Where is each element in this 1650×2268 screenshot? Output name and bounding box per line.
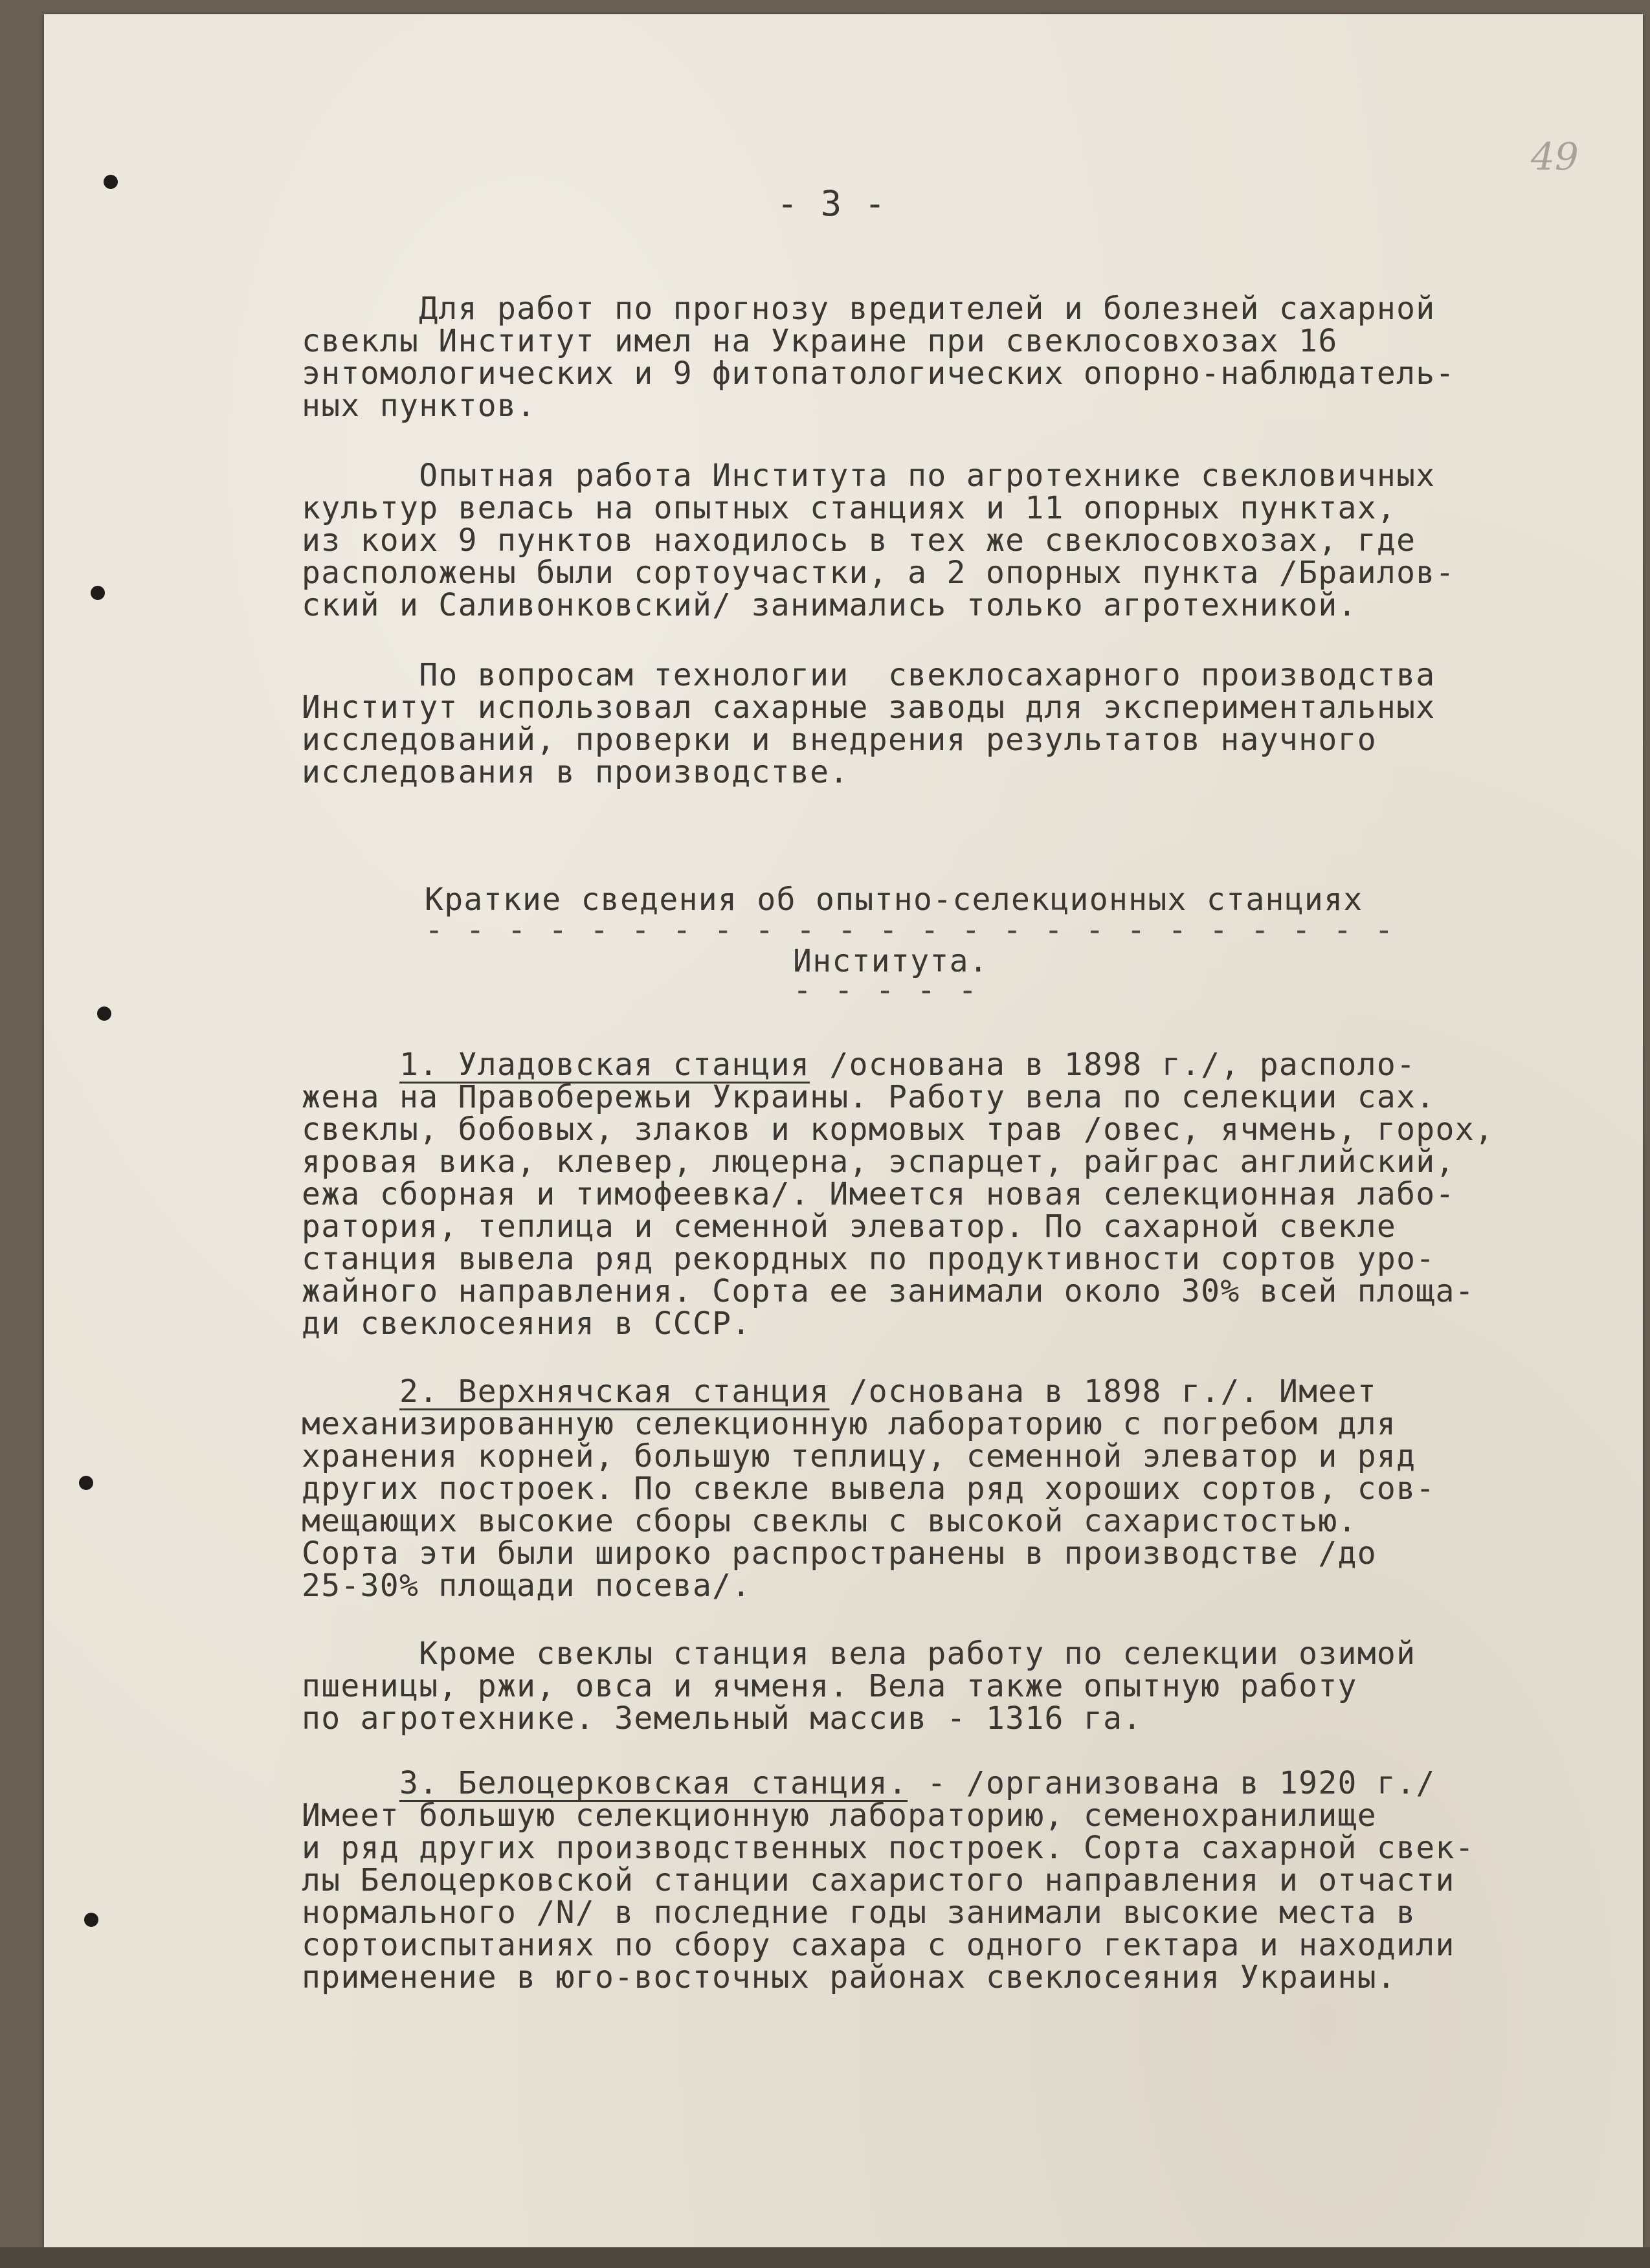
paragraph-technology: По вопросам технологии свеклосахарного производства Институт использовал сахарные заводы для экспериментальных исследований, проверки и внедрения результатов научного исследования в производстве. — [302, 657, 1436, 790]
scan-border — [0, 2247, 1650, 2268]
binder-hole — [91, 586, 105, 600]
station-uladovka: 1. Уладовская станция /основана в 1898 г./, располо- жена на Правобережьи Украины. Работу вела по селекции сах. свеклы, бобовых, злаков и кормовых трав /овес, ячмень, горох, яровая вика, клевер, люцерна, эспарцет, райграс английский, ежа сборная и тимофеевка/. Имеется новая селекционная лабо- ратория, теплица и семенной элеватор. По сахарной свекле станция вывела ряд рекордных по продуктивности сортов уро- жайного направления. Сорта ее занимали около 30% всей площа- ди свеклосеяния в СССР. — [302, 1047, 1495, 1342]
binder-hole — [97, 1006, 111, 1021]
paragraph-verkhnyachka-crops: Кроме свеклы станция вела работу по селекции озимой пшеницы, ржи, овса и ячменя. Вела также опытную работу по агротехнике. Земельный массив - 1316 га. — [302, 1636, 1416, 1737]
section-heading: Краткие сведения об опытно-селекционных станциях — [425, 882, 1363, 918]
station-title: 3. Белоцерковская станция. — [399, 1765, 908, 1801]
binder-hole — [79, 1476, 93, 1490]
heading-underline-dashes: - - - - - - - - - - - - - - - - - - - - - - - - — [425, 912, 1396, 948]
page-number: - 3 - — [777, 183, 887, 224]
paragraph-agrotechnics: Опытная работа Института по агротехнике свекловичных культур велась на опытных станциях и 11 опорных пунктах, из коих 9 пунктов находилось в тех же свеклосовхозах, где расположены были сортоучастки, а 2 опорных пункта /Браилов- ский и Саливонковский/ занимались только агротехникой. — [302, 458, 1455, 623]
section-heading-continued: Института. — [793, 943, 988, 979]
binder-hole — [84, 1913, 98, 1927]
binder-hole — [104, 175, 118, 189]
paragraph-forecast: Для работ по прогнозу вредителей и болезней сахарной свеклы Институт имел на Украине при свеклосовхозах 16 энтомологических и 9 фитопатологических опорно-наблюдатель- ных пунктов. — [302, 291, 1455, 424]
heading-underline-dashes: - - - - - — [793, 972, 979, 1008]
station-title: 2. Верхнячская станция — [399, 1373, 830, 1410]
archive-page-number: 49 — [1531, 135, 1579, 179]
station-verkhnyachka: 2. Верхнячская станция /основана в 1898 г./. Имеет механизированную селекционную лабораторию с погребом для хранения корней, большую теплицу, семенной элеватор и ряд других построек. По свекле вывела ряд хороших сортов, сов- мещающих высокие сборы свеклы с высокой сахаристостью. Сорта эти были широко распространены в производстве /до 25-30% площади посева/. — [302, 1373, 1436, 1604]
station-belaya-tserkov: 3. Белоцерковская станция. - /организована в 1920 г./ Имеет большую селекционную лабораторию, семенохранилище и ряд других производственных построек. Сорта сахарной свек- лы Белоцерковской станции сахаристого направления и отчасти нормального /N/ в последние годы занимали высокие места в сортоиспытаниях по сбору сахара с одного гектара и находили применение в юго-восточных районах свеклосеяния Украины. — [302, 1765, 1475, 1996]
station-title: 1. Уладовская станция — [399, 1047, 810, 1083]
